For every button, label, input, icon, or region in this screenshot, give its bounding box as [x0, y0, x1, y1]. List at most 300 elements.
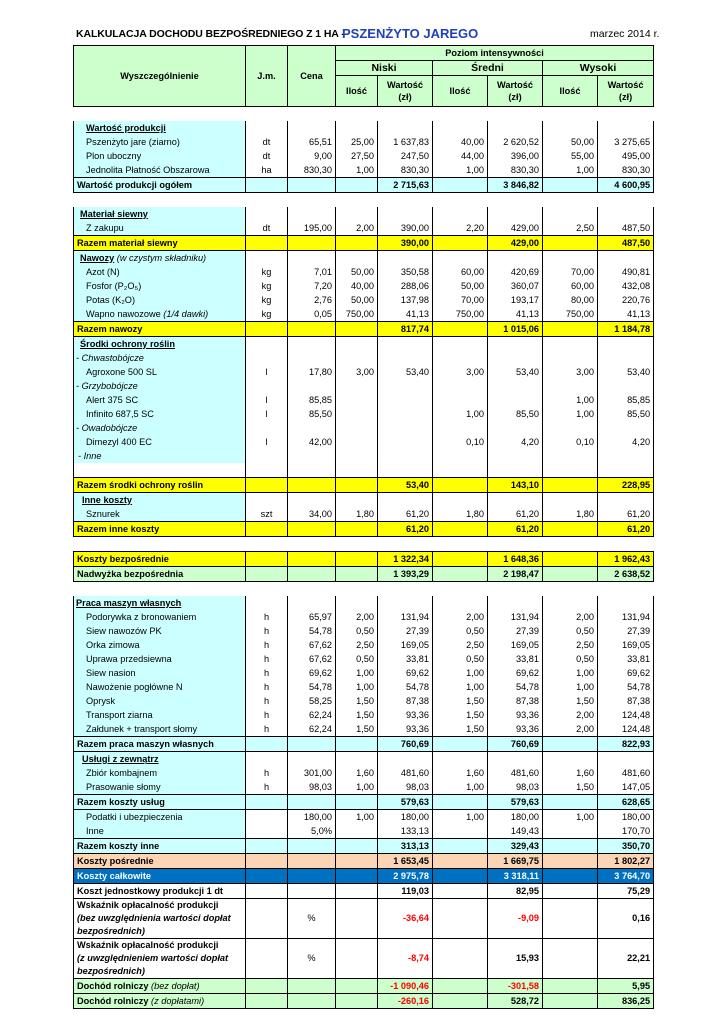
item-q2: 0,50 — [433, 652, 488, 666]
item-v2: 2 620,52 — [488, 135, 543, 149]
item-price: 195,00 — [288, 221, 336, 236]
empty-cell — [288, 737, 336, 752]
fertilizers-total-row-v3: 1 184,78 — [598, 322, 654, 337]
item-q1: 3,00 — [336, 365, 378, 379]
empty-cell — [378, 463, 433, 478]
empty-cell — [433, 322, 488, 337]
subsection-insecticides — [74, 421, 654, 435]
table-row — [74, 766, 654, 780]
empty-cell — [433, 854, 488, 869]
empty-cell — [246, 737, 288, 752]
table-row — [74, 435, 654, 449]
profitability-with-subsidy-row-v3: 22,21 — [598, 939, 654, 979]
item-unit: l — [246, 435, 288, 449]
empty-cell — [378, 493, 433, 508]
seed-total-row-v1: 390,00 — [378, 236, 433, 251]
empty-cell — [543, 322, 598, 337]
table-row — [74, 810, 654, 825]
item-name: Potas (K₂O) — [74, 293, 246, 307]
item-q1: 2,50 — [336, 638, 378, 652]
empty-cell — [336, 351, 378, 365]
document-title: KALKULACJA DOCHODU BEZPOŚREDNIEGO Z 1 HA - — [76, 28, 345, 40]
empty-cell — [288, 178, 336, 193]
empty-cell — [74, 463, 246, 478]
item-q2: 3,00 — [433, 365, 488, 379]
empty-cell — [336, 884, 378, 899]
machinery-total-row-v1: 760,69 — [378, 737, 433, 752]
item-q3: 1,50 — [543, 694, 598, 708]
seed-total-row-v2: 429,00 — [488, 236, 543, 251]
table-row — [74, 708, 654, 722]
total-costs-row — [74, 869, 654, 884]
table-row — [74, 135, 654, 149]
income-without-subsidy-row-v2: -301,58 — [488, 979, 543, 994]
item-name: Alert 375 SC — [74, 393, 246, 407]
empty-cell — [598, 337, 654, 352]
item-v1: 350,58 — [378, 265, 433, 279]
empty-cell — [433, 552, 488, 567]
item-unit: h — [246, 666, 288, 680]
fertilizers-total-row-v1: 817,74 — [378, 322, 433, 337]
item-v1: 41,13 — [378, 307, 433, 322]
table-row — [74, 393, 654, 407]
empty-cell — [378, 207, 433, 221]
empty-cell — [336, 478, 378, 493]
item-q1: 27,50 — [336, 149, 378, 163]
empty-cell — [488, 121, 543, 135]
document-date: marzec 2014 r. — [590, 28, 660, 40]
empty-cell — [488, 596, 543, 610]
empty-cell — [598, 493, 654, 508]
item-q3: 1,00 — [543, 666, 598, 680]
item-q1: 2,00 — [336, 221, 378, 236]
empty-cell — [288, 207, 336, 221]
item-q1: 50,00 — [336, 293, 378, 307]
empty-cell — [433, 121, 488, 135]
item-q2: 2,00 — [433, 610, 488, 624]
item-q3: 3,00 — [543, 365, 598, 379]
item-unit: l — [246, 365, 288, 379]
direct-surplus-row — [74, 567, 654, 582]
empty-cell — [336, 421, 378, 435]
item-unit: h — [246, 680, 288, 694]
empty-cell — [246, 121, 288, 135]
empty-cell — [246, 522, 288, 537]
item-name: Nawożenie pogłówne N — [74, 680, 246, 694]
item-v2: 27,39 — [488, 624, 543, 638]
empty-cell — [543, 379, 598, 393]
fertilizers-total-row-label: Razem nawozy — [74, 322, 246, 337]
item-unit: dt — [246, 221, 288, 236]
empty-cell — [488, 379, 543, 393]
col-price-header: Cena — [288, 46, 336, 107]
empty-cell — [288, 493, 336, 508]
spacer-cell — [74, 582, 654, 597]
item-q1: 1,80 — [336, 507, 378, 522]
empty-cell — [378, 251, 433, 266]
item-q3: 1,00 — [543, 393, 598, 407]
empty-cell — [433, 351, 488, 365]
item-unit: dt — [246, 149, 288, 163]
item-q2: 1,00 — [433, 666, 488, 680]
direct-costs-row-v1: 1 322,34 — [378, 552, 433, 567]
item-q2: 1,00 — [433, 680, 488, 694]
item-q2: 1,50 — [433, 708, 488, 722]
empty-cell — [433, 869, 488, 884]
empty-cell — [433, 884, 488, 899]
income-without-subsidy-row-label: Dochód rolniczy (bez dopłat) — [74, 979, 246, 994]
empty-cell — [543, 522, 598, 537]
subsection-insecticides-label: - Owadobójcze — [74, 421, 246, 435]
services-total-row-label: Razem koszty usług — [74, 795, 246, 810]
item-v2: 69,62 — [488, 666, 543, 680]
item-v3: 147,05 — [598, 780, 654, 795]
other-costs-total-row-v1: 61,20 — [378, 522, 433, 537]
empty-cell — [288, 121, 336, 135]
item-name: Dimezyl 400 EC — [74, 435, 246, 449]
item-q1: 1,60 — [336, 766, 378, 780]
production-total-row-v3: 4 600,95 — [598, 178, 654, 193]
section-services-label: Usługi z zewnątrz — [74, 752, 246, 767]
empty-cell — [246, 322, 288, 337]
item-q1: 1,50 — [336, 722, 378, 737]
seed-total-row-label: Razem materiał siewny — [74, 236, 246, 251]
item-v3: 41,13 — [598, 307, 654, 322]
empty-cell — [336, 463, 378, 478]
item-v3: 69,62 — [598, 666, 654, 680]
item-q3: 60,00 — [543, 279, 598, 293]
empty-cell — [288, 752, 336, 767]
section-machinery-label: Praca maszyn własnych — [74, 596, 246, 610]
level-low-header: Niski — [336, 61, 433, 76]
table-row — [74, 307, 654, 322]
profitability-without-subsidy-row — [74, 899, 654, 939]
empty-cell — [598, 463, 654, 478]
empty-cell — [288, 351, 336, 365]
item-price: 85,85 — [288, 393, 336, 407]
item-v1: 61,20 — [378, 507, 433, 522]
item-v3: 131,94 — [598, 610, 654, 624]
item-name: Sznurek — [74, 507, 246, 522]
item-v1: 69,62 — [378, 666, 433, 680]
item-v3: 85,50 — [598, 407, 654, 421]
empty-cell — [488, 351, 543, 365]
item-v3: 169,05 — [598, 638, 654, 652]
item-price: 65,51 — [288, 135, 336, 149]
empty-cell — [488, 421, 543, 435]
item-name: Infinito 687,5 SC — [74, 407, 246, 421]
item-q1: 0,50 — [336, 624, 378, 638]
table-row — [74, 149, 654, 163]
empty-cell — [336, 869, 378, 884]
profitability-with-subsidy-row-unit: % — [288, 939, 336, 979]
spacer-row — [74, 582, 654, 597]
empty-cell — [598, 251, 654, 266]
profitability-without-subsidy-row-label: Wskaźnik opłacalność produkcji (bez uwzględnienia wartości dopłat bezpośrednich) — [74, 899, 246, 939]
empty-cell — [488, 337, 543, 352]
item-name: Z zakupu — [74, 221, 246, 236]
empty-cell — [246, 899, 288, 939]
item-price: 34,00 — [288, 507, 336, 522]
empty-cell — [543, 251, 598, 266]
item-name: Transport ziarna — [74, 708, 246, 722]
empty-cell — [336, 121, 378, 135]
income-with-subsidy-row-v3: 836,25 — [598, 994, 654, 1009]
empty-cell — [336, 236, 378, 251]
item-price: 301,00 — [288, 766, 336, 780]
item-q3: 80,00 — [543, 293, 598, 307]
empty-cell — [288, 552, 336, 567]
section-seed-label: Materiał siewny — [74, 207, 246, 221]
empty-cell — [378, 752, 433, 767]
empty-cell — [288, 463, 336, 478]
other-indirect-total-row-v3: 350,70 — [598, 839, 654, 854]
item-q3: 2,50 — [543, 221, 598, 236]
empty-cell — [543, 351, 598, 365]
spacer-row — [74, 193, 654, 208]
item-price: 7,20 — [288, 279, 336, 293]
value-header-low: Wartość (zł) — [378, 76, 433, 107]
item-v2: 87,38 — [488, 694, 543, 708]
empty-row — [74, 463, 654, 478]
empty-cell — [598, 449, 654, 463]
item-q2: 0,10 — [433, 435, 488, 449]
item-v3: 54,78 — [598, 680, 654, 694]
profitability-with-subsidy-row-v2: 15,93 — [488, 939, 543, 979]
item-v3: 85,85 — [598, 393, 654, 407]
item-v2: 420,69 — [488, 265, 543, 279]
item-price: 7,01 — [288, 265, 336, 279]
table-row — [74, 221, 654, 236]
indirect-costs-row-v2: 1 669,75 — [488, 854, 543, 869]
empty-cell — [246, 379, 288, 393]
item-name: Azot (N) — [74, 265, 246, 279]
item-v3: 4,20 — [598, 435, 654, 449]
unit-cost-row-label: Koszt jednostkowy produkcji 1 dt — [74, 884, 246, 899]
item-q1: 750,00 — [336, 307, 378, 322]
item-name: Pszenżyto jare (ziarno) — [74, 135, 246, 149]
empty-cell — [288, 379, 336, 393]
item-v1 — [378, 407, 433, 421]
item-q2: 1,00 — [433, 163, 488, 178]
item-q2: 40,00 — [433, 135, 488, 149]
item-v2: 54,78 — [488, 680, 543, 694]
table-row — [74, 824, 654, 839]
item-v2: 85,50 — [488, 407, 543, 421]
empty-cell — [336, 567, 378, 582]
machinery-total-row-v3: 822,93 — [598, 737, 654, 752]
machinery-total-row-label: Razem praca maszyn własnych — [74, 737, 246, 752]
item-v1: 481,60 — [378, 766, 433, 780]
empty-cell — [598, 752, 654, 767]
empty-cell — [336, 207, 378, 221]
empty-cell — [433, 251, 488, 266]
empty-cell — [433, 567, 488, 582]
table-row — [74, 265, 654, 279]
item-v3: 3 275,65 — [598, 135, 654, 149]
section-other-costs — [74, 493, 654, 508]
section-fertilizers-label: Nawozy (w czystym składniku) — [74, 251, 246, 266]
empty-cell — [543, 421, 598, 435]
item-name: Plon uboczny — [74, 149, 246, 163]
empty-cell — [336, 737, 378, 752]
table-row — [74, 365, 654, 379]
item-q1: 1,00 — [336, 810, 378, 825]
empty-cell — [288, 994, 336, 1009]
item-name: Załdunek + transport słomy — [74, 722, 246, 737]
empty-cell — [288, 236, 336, 251]
other-indirect-total-row-v2: 329,43 — [488, 839, 543, 854]
total-costs-row-label: Koszty całkowite — [74, 869, 246, 884]
empty-cell — [336, 979, 378, 994]
section-production — [74, 121, 654, 135]
empty-cell — [433, 752, 488, 767]
table-row — [74, 680, 654, 694]
empty-cell — [288, 854, 336, 869]
empty-cell — [246, 596, 288, 610]
empty-cell — [288, 478, 336, 493]
indirect-costs-row-v1: 1 653,45 — [378, 854, 433, 869]
other-indirect-total-row-label: Razem koszty inne — [74, 839, 246, 854]
empty-cell — [433, 463, 488, 478]
item-v3: 487,50 — [598, 221, 654, 236]
empty-cell — [336, 522, 378, 537]
empty-cell — [543, 839, 598, 854]
item-v3: 830,30 — [598, 163, 654, 178]
item-q2: 1,00 — [433, 780, 488, 795]
level-mid-header: Średni — [433, 61, 543, 76]
empty-cell — [246, 236, 288, 251]
item-v3: 61,20 — [598, 507, 654, 522]
item-price: 0,05 — [288, 307, 336, 322]
item-v3: 170,70 — [598, 824, 654, 839]
empty-cell — [246, 449, 288, 463]
item-unit: kg — [246, 265, 288, 279]
empty-cell — [433, 337, 488, 352]
empty-cell — [433, 522, 488, 537]
empty-cell — [543, 854, 598, 869]
empty-cell — [598, 121, 654, 135]
section-protection — [74, 337, 654, 352]
item-v1: 131,94 — [378, 610, 433, 624]
profitability-with-subsidy-row-v1: -8,74 — [378, 939, 433, 979]
empty-cell — [378, 337, 433, 352]
empty-cell — [433, 493, 488, 508]
item-v1: 288,06 — [378, 279, 433, 293]
item-q2: 2,50 — [433, 638, 488, 652]
item-price: 98,03 — [288, 780, 336, 795]
item-q1: 2,00 — [336, 610, 378, 624]
empty-cell — [433, 207, 488, 221]
item-name: Orka zimowa — [74, 638, 246, 652]
direct-surplus-row-v3: 2 638,52 — [598, 567, 654, 582]
empty-cell — [246, 251, 288, 266]
empty-cell — [543, 178, 598, 193]
value-header-mid: Wartość (zł) — [488, 76, 543, 107]
unit-cost-row-v2: 82,95 — [488, 884, 543, 899]
item-q2: 750,00 — [433, 307, 488, 322]
empty-cell — [336, 552, 378, 567]
empty-cell — [433, 899, 488, 939]
subsection-other-label: - Inne — [74, 449, 246, 463]
item-unit: h — [246, 766, 288, 780]
item-name: Jednolita Płatność Obszarowa — [74, 163, 246, 178]
item-v3: 87,38 — [598, 694, 654, 708]
empty-cell — [543, 337, 598, 352]
empty-cell — [433, 979, 488, 994]
item-q2: 50,00 — [433, 279, 488, 293]
other-costs-total-row-v3: 61,20 — [598, 522, 654, 537]
item-v1: 137,98 — [378, 293, 433, 307]
item-v2: 61,20 — [488, 507, 543, 522]
item-v3: 180,00 — [598, 810, 654, 825]
fertilizers-total-row-v2: 1 015,06 — [488, 322, 543, 337]
item-v3: 27,39 — [598, 624, 654, 638]
item-price: 42,00 — [288, 435, 336, 449]
empty-cell — [246, 994, 288, 1009]
item-q1 — [336, 435, 378, 449]
empty-cell — [246, 839, 288, 854]
empty-cell — [378, 596, 433, 610]
qty-header-mid: Ilość — [433, 76, 488, 107]
unit-cost-row-v3: 75,29 — [598, 884, 654, 899]
item-v2: 429,00 — [488, 221, 543, 236]
item-price: 65,97 — [288, 610, 336, 624]
services-total-row — [74, 795, 654, 810]
item-v3: 124,48 — [598, 722, 654, 737]
section-production-label: Wartość produkcji — [74, 121, 246, 135]
empty-cell — [246, 337, 288, 352]
empty-cell — [336, 493, 378, 508]
item-unit: h — [246, 708, 288, 722]
item-q2: 1,00 — [433, 407, 488, 421]
production-total-row-label: Wartość produkcji ogółem — [74, 178, 246, 193]
item-q3: 70,00 — [543, 265, 598, 279]
item-v2: 93,36 — [488, 708, 543, 722]
production-total-row-v1: 2 715,63 — [378, 178, 433, 193]
empty-cell — [336, 379, 378, 393]
empty-cell — [246, 351, 288, 365]
item-price: 54,78 — [288, 624, 336, 638]
header-row-1 — [74, 46, 654, 61]
item-v2: 360,07 — [488, 279, 543, 293]
table-row — [74, 666, 654, 680]
table-row — [74, 293, 654, 307]
item-q3: 55,00 — [543, 149, 598, 163]
item-price: 67,62 — [288, 638, 336, 652]
item-price: 180,00 — [288, 810, 336, 825]
item-q3: 1,50 — [543, 780, 598, 795]
empty-cell — [336, 322, 378, 337]
empty-cell — [288, 839, 336, 854]
empty-cell — [543, 795, 598, 810]
table-row — [74, 163, 654, 178]
empty-cell — [543, 994, 598, 1009]
item-v1 — [378, 393, 433, 407]
item-price: 17,80 — [288, 365, 336, 379]
item-q1: 25,00 — [336, 135, 378, 149]
profitability-without-subsidy-row-v3: 0,16 — [598, 899, 654, 939]
item-q1: 40,00 — [336, 279, 378, 293]
empty-cell — [246, 854, 288, 869]
empty-cell — [433, 596, 488, 610]
item-v1 — [378, 435, 433, 449]
item-q1 — [336, 407, 378, 421]
table-row — [74, 780, 654, 795]
item-name: Inne — [74, 824, 246, 839]
empty-cell — [288, 421, 336, 435]
item-unit: h — [246, 610, 288, 624]
